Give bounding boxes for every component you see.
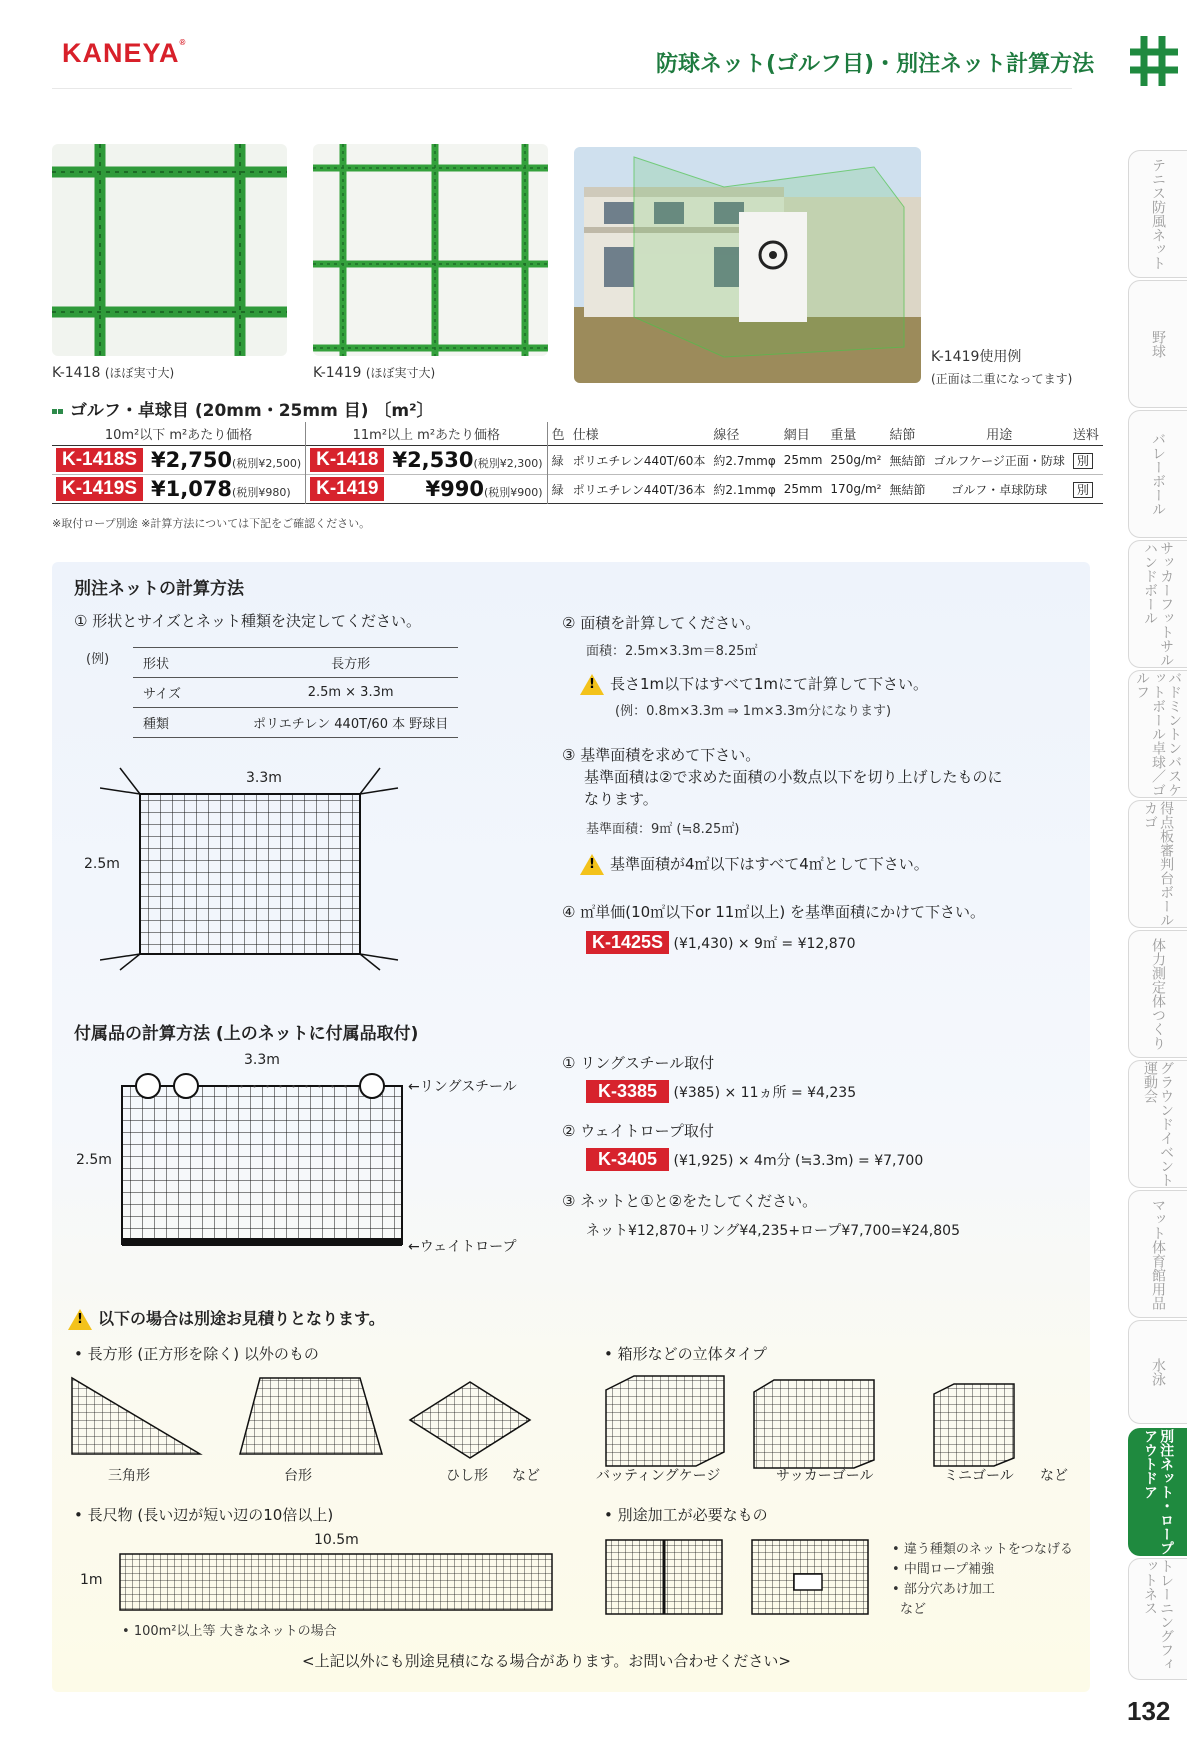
warning-icon — [580, 854, 604, 875]
custom-item: • 違う種類のネットをつなげる — [892, 1538, 1073, 1557]
product-code: K-1425S — [586, 931, 669, 954]
shape-triangle-label: 三角形 — [108, 1468, 150, 1484]
solid-cage-label: バッティングケージ — [596, 1468, 721, 1484]
shape-title: • 長方形 (正方形を除く) 以外のもの — [74, 1343, 319, 1364]
tab-fitness-test[interactable]: 体力測定体つくり — [1128, 930, 1187, 1058]
cell-knot: 無結節 — [889, 482, 926, 497]
shipping-badge: 別 — [1073, 453, 1093, 469]
accessory-diagram — [118, 1072, 408, 1252]
calc-step3-formula: 基準面積：9㎡ (≒8.25㎡) — [586, 822, 740, 837]
custom-title: • 別途加工が必要なもの — [604, 1504, 768, 1525]
warning-1: !長さ1m以下はすべて1mにて計算して下さい。 — [580, 673, 928, 695]
table-row — [52, 475, 1103, 504]
solid-title: • 箱形などの立体タイプ — [604, 1343, 767, 1364]
example-label: (例) — [86, 652, 110, 667]
spec-header: 色 — [547, 422, 569, 446]
acc-height-label: 2.5m — [76, 1152, 112, 1168]
example-key: 形状 — [133, 648, 243, 678]
tab-custom-net[interactable]: 別注ネット・ロープアウトドア — [1128, 1428, 1187, 1556]
header-rule — [52, 88, 1072, 89]
tax-price: (税別¥2,500) — [232, 457, 302, 470]
cell-spec: ポリエチレン440T/60本 — [572, 453, 706, 468]
product-section-title: ゴルフ・卓球目 (20mm・25mm 目) 〔m²〕 — [52, 396, 434, 421]
acc-width-label: 3.3m — [244, 1052, 280, 1068]
spec-header: 送料 — [1072, 428, 1099, 443]
tax-price: (税別¥980) — [232, 486, 291, 499]
product-code: K-1419 — [310, 477, 384, 501]
cell-knot: 無結節 — [889, 453, 926, 468]
example-value: ポリエチレン 440T/60 本 野球目 — [243, 708, 458, 738]
long-height-label: 1m — [80, 1572, 103, 1588]
calc-step3: ③ 基準面積を求めて下さい。 — [562, 746, 761, 764]
acc-step2: ② ウェイトロープ取付 — [562, 1122, 714, 1140]
custom-item: • 部分穴あけ加工 — [892, 1578, 995, 1597]
price-table — [52, 422, 1103, 504]
tax-price: (税別¥900) — [484, 486, 543, 499]
cell-diameter: 約2.1mmφ — [713, 482, 776, 497]
cell-mesh: 25mm — [783, 482, 823, 496]
calc-step2-formula: 面積：2.5m×3.3m＝8.25㎡ — [586, 644, 758, 659]
k1419-net-photo — [313, 144, 548, 356]
tab-mat[interactable]: マット体育館用品 — [1128, 1190, 1187, 1318]
spec-header: 線径 — [713, 428, 740, 443]
ring-label: ←リングスチール — [408, 1079, 517, 1095]
tab-volleyball[interactable]: バレーボール — [1128, 410, 1187, 538]
calc-step4-line: K-1425S (¥1,430) × 9㎡ = ¥12,870 — [586, 931, 855, 954]
tax-price: (税別¥2,300) — [473, 457, 543, 470]
product-code: K-1418S — [56, 448, 143, 472]
example-value: 2.5m × 3.3m — [243, 678, 458, 708]
cell-spec: ポリエチレン440T/36本 — [572, 482, 706, 497]
product-code: K-1418 — [310, 448, 384, 472]
long-title: • 長尺物 (長い辺が短い辺の10倍以上) — [74, 1504, 333, 1525]
shape-trapezoid-label: 台形 — [284, 1468, 312, 1484]
solid-diagrams — [604, 1372, 1074, 1472]
calc-step4: ④ ㎡単価(10㎡以下or 11㎡以上) を基準面積にかけて下さい。 — [562, 903, 985, 921]
k1419-usage-photo — [574, 147, 921, 383]
quote-title: !以下の場合は別途お見積りとなります。 — [68, 1306, 385, 1330]
table-row — [52, 446, 1103, 475]
quote-footer: <上記以外にも別途見積になる場合があります。お問い合わせください> — [302, 1652, 791, 1670]
warning-icon — [580, 674, 604, 695]
spec-header: 網目 — [783, 428, 810, 443]
acc-step2-line: K-3405 (¥1,925) × 4m分 (≒3.3m) = ¥7,700 — [586, 1148, 923, 1171]
spec-header: 重量 — [830, 428, 857, 443]
price: ¥2,750 — [151, 448, 233, 472]
col-small-header: 10m²以下 m²あたり価格 — [104, 428, 253, 443]
shipping-badge: 別 — [1073, 482, 1093, 498]
tab-scoreboard[interactable]: 得点板審判台ボールカゴ — [1128, 800, 1187, 928]
shape-diamond-label: ひし形 — [446, 1468, 488, 1484]
warning-2: !基準面積が4㎡以下はすべて4㎡として下さい。 — [580, 853, 929, 875]
col-large-header: 11m²以上 m²あたり価格 — [306, 422, 547, 446]
cell-mesh: 25mm — [783, 453, 823, 467]
cell-color: 緑 — [547, 446, 569, 475]
price: ¥2,530 — [392, 448, 474, 472]
shape-diagrams — [70, 1372, 540, 1472]
k1419-caption: K-1419 (ほぼ実寸大) — [313, 365, 436, 381]
example-value: 長方形 — [243, 648, 458, 678]
spec-header: 結節 — [889, 428, 916, 443]
calc-step3-desc1: 基準面積は②で求めた面積の小数点以下を切り上げしたものに — [584, 768, 1003, 786]
custom-etc: など — [900, 1602, 927, 1617]
warning-1-note: (例：0.8m×3.3m ⇒ 1m×3.3m分になります) — [615, 704, 892, 719]
cell-diameter: 約2.7mmφ — [713, 453, 776, 468]
custom-item: • 中間ロープ補強 — [892, 1558, 994, 1577]
acc-step3: ③ ネットと①と②をたしてください。 — [562, 1192, 818, 1210]
brand-logo: KANEYA® — [62, 38, 187, 68]
product-code: K-3385 — [586, 1080, 669, 1103]
long-width-label: 10.5m — [314, 1532, 359, 1548]
k1418-net-photo — [52, 144, 287, 356]
acc-step3-formula: ネット¥12,870+リング¥4,235+ロープ¥7,700=¥24,805 — [586, 1223, 960, 1239]
solid-etc-label: など — [1040, 1468, 1068, 1484]
table-note: ※取付ロープ別途 ※計算方法については下記をご確認ください。 — [52, 517, 371, 530]
diagram-width-label: 3.3m — [246, 770, 282, 786]
long-note: • 100m²以上等 大きなネットの場合 — [122, 1620, 337, 1639]
tab-tennis[interactable]: テニス防風ネット — [1128, 150, 1187, 278]
rope-label: ←ウェイトロープ — [408, 1239, 517, 1255]
hash-mark-icon — [1126, 32, 1182, 90]
solid-minigoal-label: ミニゴール — [944, 1468, 1014, 1484]
ring-dots: ・・・・・・・・・・ — [222, 1080, 353, 1095]
price: ¥1,078 — [151, 477, 233, 501]
tab-baseball[interactable]: 野球 — [1128, 280, 1187, 408]
usage-caption: K-1419使用例 — [931, 349, 1022, 365]
tab-ground-event[interactable]: グラウンドイベント運動会 — [1128, 1060, 1187, 1188]
cell-use: ゴルフ・卓球防球 — [951, 482, 1048, 497]
k1418-caption: K-1418 (ほぼ実寸大) — [52, 365, 175, 381]
tab-soccer[interactable]: サッカーフットサルハンドボール — [1128, 540, 1187, 668]
custom-diagrams — [604, 1538, 874, 1618]
tab-training[interactable]: トレーニングフィットネス — [1128, 1558, 1187, 1680]
tab-swimming[interactable]: 水泳 — [1128, 1320, 1187, 1424]
usage-caption-note: (正面は二重になってます) — [931, 372, 1073, 386]
example-table — [133, 647, 458, 738]
spec-header: 仕様 — [572, 428, 599, 443]
accessory-title: 付属品の計算方法 (上のネットに付属品取付) — [74, 1024, 419, 1044]
acc-step1-line: K-3385 (¥385) × 11ヵ所 = ¥4,235 — [586, 1080, 856, 1103]
calc-step3-desc2: なります。 — [584, 790, 658, 808]
solid-goal-label: サッカーゴール — [776, 1468, 874, 1484]
diagram-height-label: 2.5m — [84, 856, 120, 872]
long-net-diagram — [118, 1552, 554, 1612]
spec-header: 用途 — [986, 428, 1013, 443]
calc-title: 別注ネットの計算方法 — [74, 579, 244, 599]
example-key: 種類 — [133, 708, 243, 738]
net-diagram — [100, 764, 400, 974]
product-code: K-1419S — [56, 477, 143, 501]
cell-weight: 250g/m² — [830, 453, 882, 467]
cell-color: 緑 — [547, 475, 569, 504]
price: ¥990 — [425, 477, 484, 501]
calc-step1: ① 形状とサイズとネット種類を決定してください。 — [74, 612, 422, 630]
product-code: K-3405 — [586, 1148, 669, 1171]
warning-icon — [68, 1309, 92, 1330]
tab-badminton[interactable]: バドミントンバスケットボール卓球／ゴルフ — [1128, 670, 1187, 798]
page-title: 防球ネット(ゴルフ目)・別注ネット計算方法 — [656, 52, 1095, 77]
cell-use: ゴルフケージ正面・防球 — [933, 453, 1065, 468]
acc-step1: ① リングスチール取付 — [562, 1054, 715, 1072]
example-key: サイズ — [133, 678, 243, 708]
shape-etc-label: など — [512, 1468, 540, 1484]
calc-step2: ② 面積を計算してください。 — [562, 614, 761, 632]
cell-weight: 170g/m² — [830, 482, 882, 496]
page-number: 132 — [1127, 1696, 1171, 1726]
